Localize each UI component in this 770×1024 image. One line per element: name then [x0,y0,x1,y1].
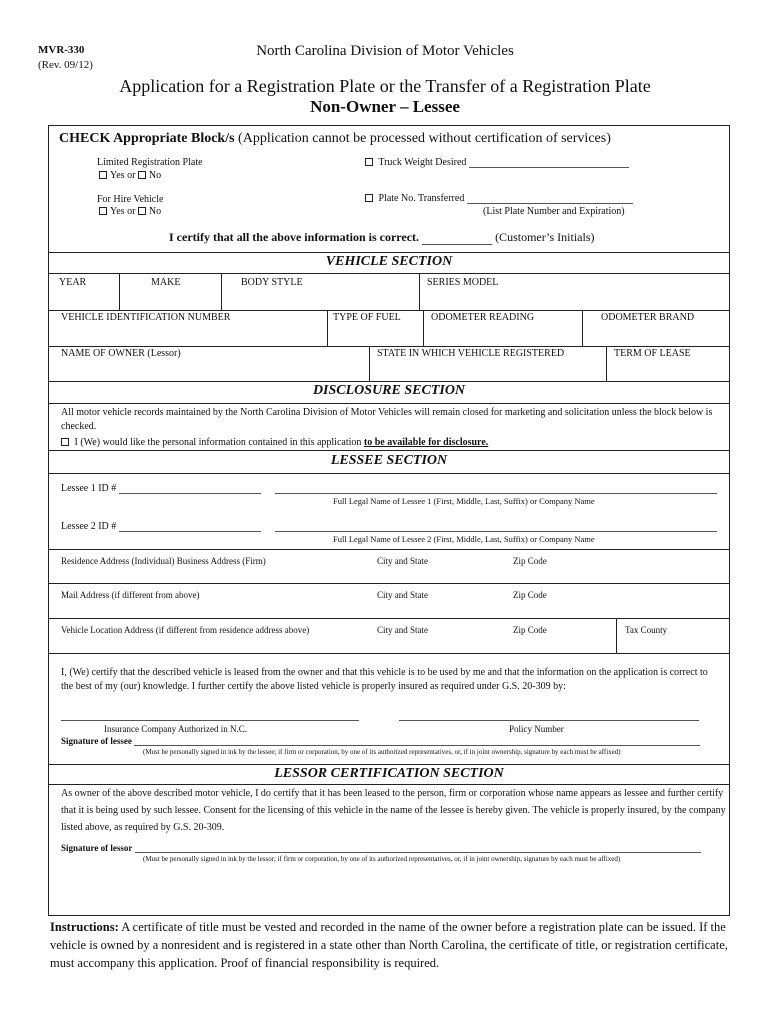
or-label: or [127,170,136,181]
divider [327,310,328,346]
lessee2-name-row [275,521,717,532]
form-number: MVR-330 [38,44,85,56]
divider [49,549,729,550]
insurance-company-field[interactable] [61,720,359,721]
divider [49,618,729,619]
yes-label: Yes [110,206,125,217]
lessee2-name-field[interactable] [275,522,717,532]
instructions-label: Instructions: [50,920,119,934]
lessee-signature-label: Signature of lessee [61,736,132,746]
lessor-signature-note: (Must be personally signed in ink by the lessor; if firm or corporation, by one of its authorized representatives, or, if in joint ownership, signature by each must be affixed) [143,855,621,863]
divider [49,252,729,253]
insurance-caption: Insurance Company Authorized in N.C. [104,724,247,734]
no-label: No [148,170,162,181]
lessee2-id-label: Lessee 2 ID # [61,521,117,532]
divider [49,273,729,274]
divider [582,310,583,346]
lessee2-id-row [61,521,261,532]
no-label: No [148,206,162,217]
truck-weight-label: Truck Weight Desired [378,157,467,168]
divider [221,273,222,310]
lease-term-field[interactable]: TERM OF LEASE [614,348,691,359]
odometer-reading-field[interactable]: ODOMETER READING [431,312,535,323]
tax-county-field[interactable]: Tax County [625,625,668,635]
limited-plate-yes-checkbox[interactable] [99,171,107,179]
for-hire-label: For Hire Vehicle [97,194,164,205]
registration-state-field[interactable]: STATE IN WHICH VEHICLE REGISTERED [377,348,565,359]
for-hire-no-checkbox[interactable] [138,207,146,215]
lessor-signature-label: Signature of lessor [61,843,133,853]
insurance-row [61,710,359,721]
lessee-signature-note: (Must be personally signed in ink by the lessee; if firm or corporation, by one of its authorized representatives, or, if in joint ownership, signature by each must be affixed) [143,748,621,756]
lessor-section-title: LESSOR CERTIFICATION SECTION [274,766,504,781]
divider [369,346,370,381]
plate-transferred-note: (List Plate Number and Expiration) [483,206,625,217]
lessor-signature-field[interactable] [135,844,701,853]
divider [419,273,420,310]
lessee1-id-label: Lessee 1 ID # [61,483,117,494]
residence-zip-field[interactable]: Zip Code [513,556,547,566]
truck-weight-checkbox[interactable] [365,158,373,166]
divider [119,273,120,310]
form-subtitle: Non-Owner – Lessee [310,97,460,116]
lessee1-name-caption: Full Legal Name of Lessee 1 (First, Middle, Last, Suffix) or Company Name [333,496,595,506]
plate-transferred-checkbox[interactable] [365,194,373,202]
lessor-signature-row [61,843,701,853]
truck-weight-field[interactable] [469,167,629,168]
year-field[interactable]: YEAR [59,277,87,288]
check-heading [59,131,611,147]
lessee1-id-field[interactable] [119,493,261,494]
policy-caption: Policy Number [509,724,564,734]
check-heading-label: CHECK Appropriate Block/s [59,131,235,146]
divider [49,403,729,404]
limited-plate-no-checkbox[interactable] [138,171,146,179]
plate-transferred-row [365,193,633,204]
vin-field[interactable]: VEHICLE IDENTIFICATION NUMBER [61,312,231,323]
instructions [50,918,730,972]
plate-transferred-field[interactable] [467,203,633,204]
divider [49,346,729,347]
lessee-signature-row [61,736,700,746]
owner-name-field[interactable]: NAME OF OWNER (Lessor) [61,348,181,359]
mail-city-state-field[interactable]: City and State [377,590,428,600]
lessee1-name-field[interactable] [275,484,717,494]
certify-text: I certify that all the above information is correct. [169,230,420,244]
or-label: or [127,206,136,217]
limited-plate-options [99,170,161,181]
residence-address-field[interactable]: Residence Address (Individual) Business Address (Firm) [61,556,266,566]
lessee-certification-text: I, (We) certify that the described vehicle is leased from the owner and that this vehicle is to be used by me and that the information on the application is correct to the best of my (our) knowledge. I further certify the above listed vehicle is properly insured as required under G.S. 20-309 by: [61,667,708,692]
lessee-section-title: LESSEE SECTION [330,453,448,468]
lessee-signature-field[interactable] [134,737,700,746]
mail-zip-field[interactable]: Zip Code [513,590,547,600]
initials-label: (Customer’s Initials) [495,230,595,244]
disclosure-option-text: I (We) would like the personal information contained in this application [74,437,362,448]
divider [423,310,424,346]
divider [49,653,729,654]
divider [606,346,607,381]
form-frame [48,125,730,916]
lessee2-id-field[interactable] [119,531,261,532]
fuel-type-field[interactable]: TYPE OF FUEL [333,312,401,323]
lessor-certification-text: As owner of the above described motor vehicle, I do certify that it has been leased to the person, firm or corporation whose name appears as lessee and further certify that it is being used by such lessee. Consent for the licensing of this vehicle in the name of the lessee is hereby given. The vehicle is properly insured, by the company listed above, as required by G.S. 20-309. [61,788,726,833]
plate-transferred-label: Plate No. Transferred [378,193,465,204]
odometer-brand-field[interactable]: ODOMETER BRAND [601,312,695,323]
customer-initials-field[interactable] [422,244,492,245]
vehicle-location-field[interactable]: Vehicle Location Address (if different from residence address above) [61,625,310,635]
for-hire-yes-checkbox[interactable] [99,207,107,215]
divider [616,618,617,653]
disclosure-checkbox[interactable] [61,438,69,446]
yes-label: Yes [110,170,125,181]
policy-number-field[interactable] [399,720,699,721]
policy-row [399,710,699,721]
lessee1-name-row [275,483,717,494]
agency-name: North Carolina Division of Motor Vehicles [256,43,514,59]
series-model-field[interactable]: SERIES MODEL [427,277,499,288]
location-zip-field[interactable]: Zip Code [513,625,547,635]
check-heading-note: (Application cannot be processed without certification of services) [238,131,611,146]
truck-weight-row [365,157,629,168]
limited-plate-label: Limited Registration Plate [97,157,203,168]
divider [49,764,729,765]
lessee2-name-caption: Full Legal Name of Lessee 2 (First, Middle, Last, Suffix) or Company Name [333,534,595,544]
disclosure-section-title: DISCLOSURE SECTION [312,383,466,398]
form-title: Application for a Registration Plate or the Transfer of a Registration Plate [119,76,651,96]
disclosure-option [61,437,488,448]
form-revision: (Rev. 09/12) [38,59,93,71]
divider [49,310,729,311]
lessee1-id-row [61,483,261,494]
vehicle-section-title: VEHICLE SECTION [325,254,453,269]
divider [49,583,729,584]
mail-address-field[interactable]: Mail Address (if different from above) [61,590,200,600]
divider [49,450,729,451]
divider [49,473,729,474]
disclosure-option-emphasis: to be available for disclosure. [363,437,489,448]
divider [49,381,729,382]
certify-row [169,230,595,245]
body-style-field[interactable]: BODY STYLE [241,277,303,288]
disclosure-text: All motor vehicle records maintained by the North Carolina Division of Motor Vehicles will remain closed for marketing and solicitation unless the block below is checked. [61,407,713,432]
residence-city-state-field[interactable]: City and State [377,556,428,566]
instructions-text: A certificate of title must be vested and recorded in the name of the owner before a registration plate can be issued. If the vehicle is owned by a nonresident and is registered in a state other than North Carolina, the certificate of title, or registration certificate, must accompany this application. Proof of financial responsibility is required. [50,920,728,970]
make-field[interactable]: MAKE [151,277,181,288]
location-city-state-field[interactable]: City and State [377,625,428,635]
for-hire-options [99,206,161,217]
